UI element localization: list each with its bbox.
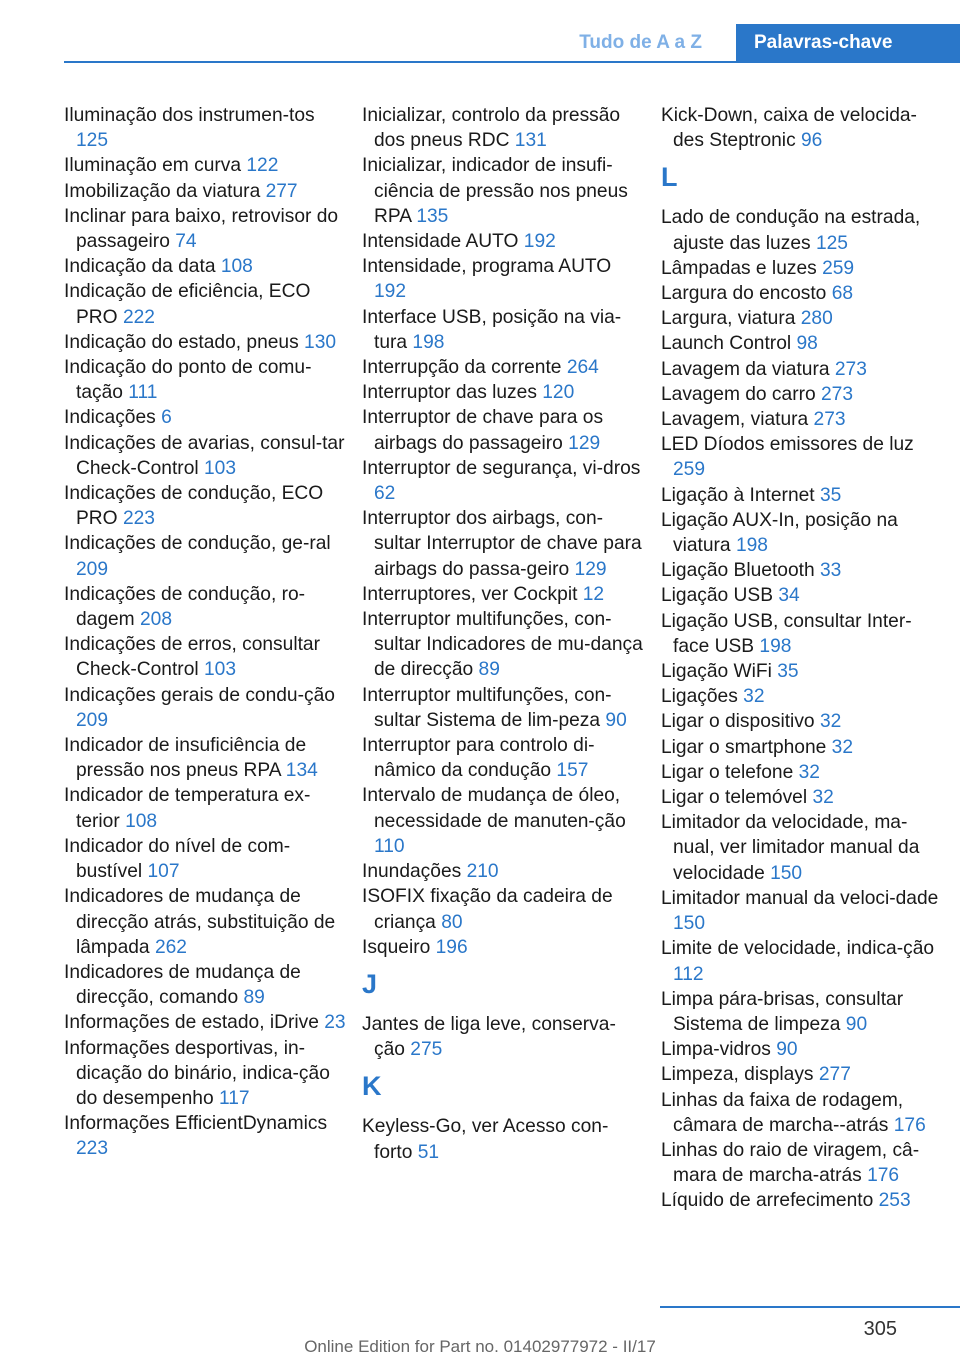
page-reference-link[interactable]: 125: [815, 232, 848, 254]
index-term: Indicadores de mudança de direcção, comando: [64, 961, 301, 1009]
page-reference-link[interactable]: 210: [466, 861, 499, 883]
index-term: Interruptor de chave para os airbags do passageiro: [362, 407, 604, 454]
index-entry: [661, 709, 943, 734]
index-entry: [362, 254, 644, 304]
index-entry: [64, 153, 346, 178]
page-reference-link[interactable]: 33: [819, 560, 842, 582]
page-reference-link[interactable]: 32: [812, 787, 834, 809]
index-entry: [64, 733, 346, 783]
index-entry: [661, 659, 943, 684]
page-reference-link[interactable]: 209: [76, 709, 109, 731]
index-term: Interrupção da corrente: [362, 357, 562, 379]
index-section-letter: J: [362, 968, 378, 999]
index-entry: [661, 382, 943, 407]
index-term: Interruptor multifunções, con-sultar Indicadores de mu-dança de direcção: [362, 609, 643, 681]
index-entry: [64, 1111, 346, 1161]
page-reference-link[interactable]: 110: [374, 835, 405, 857]
index-entry: [661, 1188, 943, 1213]
index-term: Ligação USB, consultar Inter-face USB: [661, 610, 912, 657]
index-term: Inicializar, controlo da pressão dos pneus RDC: [362, 105, 621, 152]
index-term: Launch Control: [661, 333, 792, 355]
index-column-3: [661, 103, 943, 1214]
index-term: Lavagem da viatura: [661, 358, 830, 380]
index-section-letter: L: [661, 162, 678, 193]
index-entry: [661, 1138, 943, 1188]
index-term: Ligação USB: [661, 585, 773, 607]
index-entry: [661, 103, 943, 153]
index-term: Limite de velocidade, indica-ção: [661, 938, 935, 960]
index-entry: [362, 456, 644, 506]
page-reference-link[interactable]: 129: [568, 432, 601, 454]
index-term: Indicação do ponto de comu-tação: [64, 357, 312, 404]
index-entry: [64, 1036, 346, 1112]
index-term: Indicações de condução, ECO PRO: [64, 483, 324, 530]
index-term: Inundações: [362, 861, 462, 883]
index-entry: [661, 684, 943, 709]
page-reference-link[interactable]: 32: [831, 736, 854, 758]
index-entry: [64, 330, 346, 355]
page-reference-link[interactable]: 273: [834, 358, 867, 380]
index-term: Kick-Down, caixa de velocida-des Steptronic: [661, 105, 917, 152]
index-term: Indicações de condução, ge-ral: [64, 533, 331, 555]
index-term: Indicações gerais de condu-ção: [64, 684, 335, 706]
index-entry: [661, 1088, 943, 1138]
index-term: Ligar o smartphone: [661, 736, 827, 758]
index-term: Indicações de avarias, consul-tar Check-Control: [64, 432, 345, 479]
index-entry: [362, 506, 644, 582]
index-term: Limitador manual da veloci-dade: [661, 887, 939, 909]
index-term: Indicação do estado, pneus: [64, 331, 299, 353]
page-reference-link[interactable]: 32: [819, 711, 842, 733]
index-term: Indicador de insuficiência de pressão nos pneus RPA: [64, 735, 307, 782]
page-reference-link[interactable]: 111: [128, 382, 158, 404]
index-entry: [362, 405, 644, 455]
page-reference-link[interactable]: 208: [140, 609, 173, 631]
index-entry: [64, 783, 346, 833]
page-reference-link[interactable]: 277: [818, 1064, 851, 1086]
page-header: [0, 24, 960, 62]
page-reference-link[interactable]: 51: [417, 1141, 440, 1163]
page-reference-link[interactable]: 103: [203, 659, 236, 681]
page-reference-link[interactable]: 198: [412, 331, 445, 353]
index-entry: [64, 405, 346, 430]
index-entry: [362, 884, 644, 934]
page-reference-link[interactable]: 6: [161, 407, 172, 429]
page-reference-link[interactable]: 259: [822, 257, 855, 279]
index-entry: [362, 582, 644, 607]
index-term: Interruptor multifunções, con-sultar Sistema de lim-peza: [362, 684, 612, 731]
page-reference-link[interactable]: 253: [878, 1190, 911, 1212]
index-entry: [661, 760, 943, 785]
index-term: Limpa pára-brisas, consultar Sistema de limpeza: [661, 988, 904, 1035]
index-entry: [661, 987, 943, 1037]
index-term: Intensidade AUTO: [362, 231, 519, 253]
index-entry: [64, 481, 346, 531]
index-entry: [661, 508, 943, 558]
index-entry: [362, 935, 644, 960]
index-entry: [661, 432, 943, 482]
page-reference-link[interactable]: 222: [122, 306, 155, 328]
page-reference-link[interactable]: 192: [523, 231, 556, 253]
index-entry: [661, 1037, 943, 1062]
index-term: Ligar o dispositivo: [661, 711, 815, 733]
page-reference-link[interactable]: 90: [605, 709, 627, 731]
index-term: Indicações: [64, 407, 156, 429]
page-reference-link[interactable]: 130: [304, 331, 337, 353]
index-term: Ligação Bluetooth: [661, 560, 815, 582]
index-term: Intervalo de mudança de óleo, necessidade de manuten-ção: [362, 785, 626, 832]
page-reference-link[interactable]: 209: [76, 558, 109, 580]
index-entry: [362, 783, 644, 859]
page-reference-link[interactable]: 176: [893, 1114, 926, 1136]
header-rule: [64, 61, 960, 63]
page-reference-link[interactable]: 35: [819, 484, 842, 506]
index-entry: [362, 103, 644, 153]
index-entry: [64, 1010, 346, 1035]
index-term: Interface USB, posição na via-tura: [362, 306, 622, 353]
index-term: ISOFIX fixação da cadeira de criança: [362, 886, 613, 933]
index-term: Indicação da data: [64, 256, 216, 278]
page-reference-link[interactable]: 23: [324, 1012, 346, 1034]
index-entry: [661, 936, 943, 986]
index-term: Indicações de erros, consultar Check-Control: [64, 634, 320, 681]
index-entry: [64, 683, 346, 733]
section-tab-keywords[interactable]: Palavras-chave: [736, 24, 960, 61]
index-entry: [661, 558, 943, 583]
page-reference-link[interactable]: 192: [374, 281, 407, 303]
index-term: Lavagem, viatura: [661, 409, 809, 431]
page-reference-link[interactable]: 198: [759, 635, 792, 657]
page-reference-link[interactable]: 131: [514, 130, 547, 152]
index-entry: [362, 305, 644, 355]
index-term: Largura, viatura: [661, 308, 796, 330]
index-term: Interruptor dos airbags, con-sultar Interruptor de chave para airbags do passa-geiro: [362, 508, 642, 580]
page-reference-link[interactable]: 176: [867, 1165, 900, 1187]
index-term: Indicador de temperatura ex-terior: [64, 785, 311, 832]
index-term: Interruptores, ver Cockpit: [362, 583, 578, 605]
index-term: Ligação à Internet: [661, 484, 815, 506]
page-reference-link[interactable]: 122: [246, 155, 279, 177]
footer-rule: [660, 1306, 960, 1308]
index-entry: [64, 960, 346, 1010]
page-reference-link[interactable]: 68: [831, 283, 854, 305]
index-term: Inicializar, indicador de insufi-ciência de pressão nos pneus RPA: [362, 155, 628, 227]
index-term: Iluminação em curva: [64, 155, 242, 177]
index-column-2: [362, 103, 644, 1165]
index-entry: [661, 281, 943, 306]
page-reference-link[interactable]: 223: [76, 1138, 109, 1160]
page-number: 305: [863, 1318, 897, 1340]
page-reference-link[interactable]: 90: [845, 1013, 868, 1035]
index-term: Intensidade, programa AUTO: [362, 256, 612, 278]
page-reference-link[interactable]: 280: [800, 308, 833, 330]
page-reference-link[interactable]: 32: [798, 761, 820, 783]
index-entry: [661, 256, 943, 281]
index-term: Indicação de eficiência, ECO PRO: [64, 281, 311, 328]
page-reference-link[interactable]: 90: [776, 1039, 798, 1061]
index-term: Ligação WiFi: [661, 661, 772, 683]
page-reference-link[interactable]: 103: [203, 457, 236, 479]
index-term: Jantes de liga leve, conserva-ção: [362, 1013, 616, 1061]
page-reference-link[interactable]: 120: [542, 382, 575, 404]
page-reference-link[interactable]: 259: [673, 459, 706, 481]
index-entry: [362, 1012, 644, 1062]
index-entry: [362, 607, 644, 683]
index-entry: [64, 884, 346, 960]
index-entry: [362, 229, 644, 254]
index-entry: [661, 407, 943, 432]
index-term: Ligação AUX-In, posição na viatura: [661, 509, 898, 557]
index-term: Lâmpadas e luzes: [661, 257, 817, 279]
index-entry: [362, 355, 644, 380]
index-entry: [661, 609, 943, 659]
index-term: Lavagem do carro: [661, 383, 816, 405]
page-reference-link[interactable]: 108: [220, 256, 253, 278]
index-entry: [661, 483, 943, 508]
page-reference-link[interactable]: 277: [265, 180, 298, 202]
index-term: Keyless-Go, ver Acesso con-forto: [362, 1116, 609, 1163]
page-reference-link[interactable]: 135: [416, 205, 449, 227]
index-term: Indicações de condução, ro-dagem: [64, 583, 306, 631]
index-entry: [362, 153, 644, 229]
index-term: Largura do encosto: [661, 283, 827, 305]
page-reference-link[interactable]: 198: [735, 535, 768, 557]
index-entry: [362, 859, 644, 884]
index-term: Limpeza, displays: [661, 1064, 814, 1086]
page-reference-link[interactable]: 129: [574, 558, 607, 580]
index-term: Inclinar para baixo, retrovisor do passageiro: [64, 205, 339, 253]
index-entry: [661, 735, 943, 760]
page-reference-link[interactable]: 89: [243, 987, 265, 1009]
index-term: LED Díodos emissores de luz: [661, 434, 914, 456]
index-entry: [64, 103, 346, 153]
index-term: Limitador da velocidade, ma-nual, ver limitador manual da velocidade: [661, 812, 920, 884]
page-reference-link[interactable]: 134: [285, 760, 318, 782]
page-reference-link[interactable]: 89: [478, 659, 500, 681]
section-tab-a-to-z[interactable]: Tudo de A a Z: [579, 32, 702, 53]
page-reference-link[interactable]: 262: [154, 936, 187, 958]
index-entry: [362, 380, 644, 405]
page-reference-link[interactable]: 150: [770, 862, 803, 884]
page-reference-link[interactable]: 62: [374, 483, 396, 505]
index-entry: [362, 683, 644, 733]
index-entry: [661, 357, 943, 382]
index-entry: [64, 582, 346, 632]
page-reference-link[interactable]: 264: [566, 357, 599, 379]
index-entry: [64, 279, 346, 329]
page-reference-link[interactable]: 80: [441, 911, 463, 933]
index-entry: [362, 733, 644, 783]
page-reference-link[interactable]: 117: [218, 1087, 250, 1109]
index-entry: [64, 254, 346, 279]
index-entry: [661, 810, 943, 886]
index-term: Limpa-vidros: [661, 1039, 771, 1061]
index-term: Líquido de arrefecimento: [661, 1190, 874, 1212]
index-entry: [661, 306, 943, 331]
index-term: Informações de estado, iDrive: [64, 1012, 319, 1034]
index-term: Linhas da faixa de rodagem, câmara de marcha--atrás: [661, 1089, 904, 1136]
index-term: Indicador do nível de com-bustível: [64, 835, 291, 883]
index-term: Interruptor de segurança, vi-dros: [362, 457, 641, 479]
index-column-1: [64, 103, 346, 1162]
index-term: Interruptor para controlo di-nâmico da condução: [362, 735, 595, 782]
page-reference-link[interactable]: 157: [556, 760, 589, 782]
index-term: Ligar o telemóvel: [661, 787, 808, 809]
index-entry: [661, 331, 943, 356]
index-entry: [661, 583, 943, 608]
page-reference-link[interactable]: 98: [796, 333, 818, 355]
index-entry: [661, 785, 943, 810]
index-term: Informações EfficientDynamics: [64, 1113, 328, 1135]
index-entry: [64, 179, 346, 204]
page-reference-link[interactable]: 196: [435, 936, 468, 958]
page-reference-link[interactable]: 108: [125, 810, 158, 832]
page-reference-link[interactable]: 273: [813, 409, 846, 431]
page-reference-link[interactable]: 112: [673, 963, 704, 985]
index-section-letter: K: [362, 1071, 382, 1102]
page-reference-link[interactable]: 34: [778, 585, 800, 607]
index-term: Lado de condução na estrada, ajuste das luzes: [661, 207, 921, 254]
page-reference-link[interactable]: 273: [821, 383, 854, 405]
index-term: Indicadores de mudança de direcção atrás, substituição de lâmpada: [64, 886, 336, 958]
index-term: Isqueiro: [362, 936, 431, 958]
index-term: Linhas do raio de viragem, câ-mara de marcha-atrás: [661, 1139, 920, 1187]
index-term: Informações desportivas, in-dicação do binário, indica-ção do desempenho: [64, 1037, 330, 1109]
index-entry: [661, 1062, 943, 1087]
index-entry: [64, 632, 346, 682]
index-entry: [64, 204, 346, 254]
page-reference-link[interactable]: 35: [777, 661, 799, 683]
index-entry: [362, 1114, 644, 1164]
page-reference-link[interactable]: 223: [122, 508, 155, 530]
page-reference-link[interactable]: 74: [175, 231, 197, 253]
index-entry: [64, 431, 346, 481]
index-entry: [64, 355, 346, 405]
index-entry: [661, 205, 943, 255]
page-reference-link[interactable]: 125: [76, 130, 109, 152]
index-term: Ligar o telefone: [661, 761, 794, 783]
index-term: Interruptor das luzes: [362, 382, 537, 404]
index-entry: [64, 834, 346, 884]
page-reference-link[interactable]: 150: [673, 913, 706, 935]
index-entry: [64, 531, 346, 581]
page-reference-link[interactable]: 275: [410, 1039, 443, 1061]
index-entry: [661, 886, 943, 936]
index-term: Imobilização da viatura: [64, 180, 261, 202]
page-reference-link[interactable]: 12: [582, 583, 605, 605]
page-reference-link[interactable]: 32: [743, 686, 765, 708]
index-term: Iluminação dos instrumen-tos: [64, 105, 315, 126]
page-reference-link[interactable]: 96: [801, 130, 823, 152]
edition-note: Online Edition for Part no. 01402977972 - II/17: [304, 1337, 656, 1356]
index-term: Ligações: [661, 686, 738, 708]
page-reference-link[interactable]: 107: [147, 861, 180, 883]
